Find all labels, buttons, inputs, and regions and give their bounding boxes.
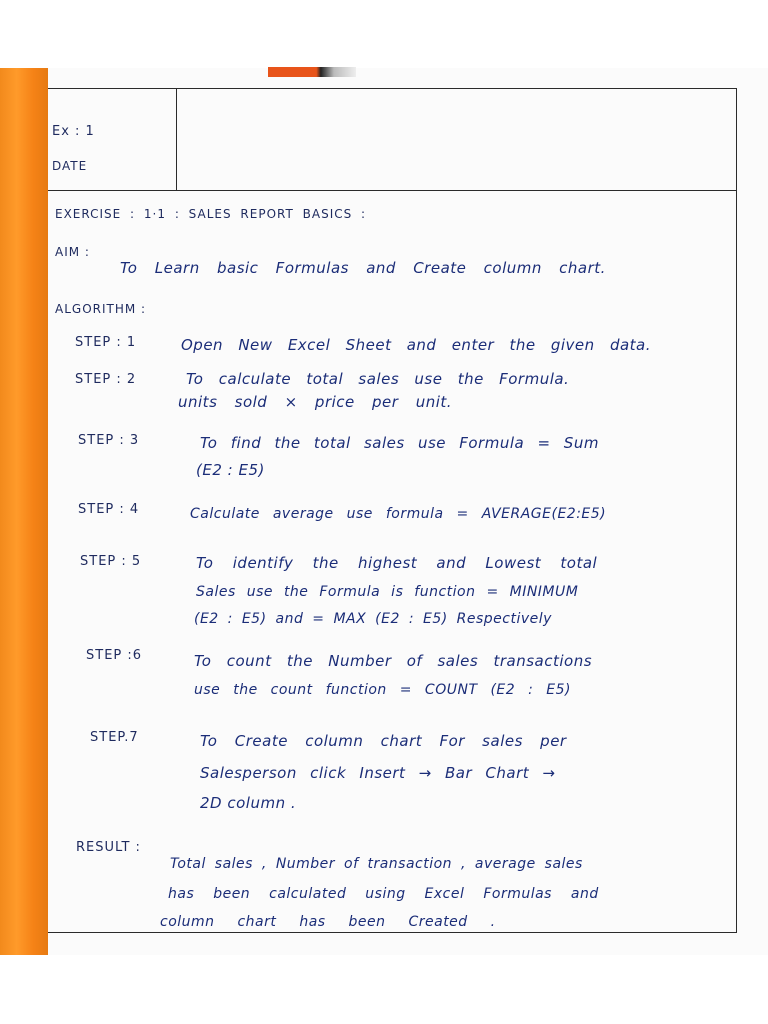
notebook-page bbox=[48, 68, 768, 955]
exercise-number-label: Ex : 1 bbox=[52, 124, 95, 139]
step-5-line-2: Sales use the Formula is function = MINIMUM bbox=[196, 584, 579, 600]
step-3-line-2: (E2 : E5) bbox=[196, 461, 265, 479]
step-1-line-1: Open New Excel Sheet and enter the given data. bbox=[181, 336, 651, 354]
step-7-label: STEP.7 bbox=[90, 730, 139, 745]
orange-binder-cover bbox=[0, 68, 48, 955]
aim-text: To Learn basic Formulas and Create column chart. bbox=[120, 259, 606, 277]
step-3-line-1: To find the total sales use Formula = Sum bbox=[200, 434, 599, 452]
binder-clip bbox=[268, 67, 356, 77]
step-6-line-1: To count the Number of sales transactions bbox=[194, 652, 593, 670]
step-1-label: STEP : 1 bbox=[75, 335, 137, 350]
result-line-3: column chart has been Created . bbox=[160, 914, 496, 930]
step-4-label: STEP : 4 bbox=[78, 502, 140, 517]
step-7-line-2: Salesperson click Insert → Bar Chart → bbox=[200, 764, 556, 782]
header-column-divider bbox=[176, 88, 177, 190]
step-3-label: STEP : 3 bbox=[78, 433, 140, 448]
algorithm-label: ALGORITHM : bbox=[55, 302, 147, 316]
step-2-label: STEP : 2 bbox=[75, 372, 137, 387]
step-5-line-1: To identify the highest and Lowest total bbox=[196, 554, 598, 572]
step-5-line-3: (E2 : E5) and = MAX (E2 : E5) Respectively bbox=[194, 611, 552, 627]
header-divider bbox=[48, 190, 736, 191]
step-7-line-3: 2D column . bbox=[200, 794, 297, 812]
step-7-line-1: To Create column chart For sales per bbox=[200, 732, 567, 750]
step-4-line-1: Calculate average use formula = AVERAGE(E2:E5) bbox=[190, 506, 607, 522]
photo-background-bottom bbox=[0, 955, 768, 1024]
photo-background-top bbox=[0, 0, 768, 68]
step-5-label: STEP : 5 bbox=[80, 554, 142, 569]
result-label: RESULT : bbox=[76, 840, 141, 855]
step-6-line-2: use the count function = COUNT (E2 : E5) bbox=[194, 682, 571, 698]
result-line-1: Total sales , Number of transaction , average sales bbox=[170, 856, 583, 872]
step-6-label: STEP :6 bbox=[86, 648, 143, 663]
date-label: DATE bbox=[52, 159, 88, 173]
step-2-line-1: To calculate total sales use the Formula. bbox=[186, 370, 570, 388]
exercise-title: EXERCISE : 1·1 : SALES REPORT BASICS : bbox=[55, 207, 367, 221]
step-2-line-2: units sold × price per unit. bbox=[178, 393, 453, 411]
result-line-2: has been calculated using Excel Formulas and bbox=[168, 886, 599, 902]
aim-label: AIM : bbox=[55, 245, 90, 259]
